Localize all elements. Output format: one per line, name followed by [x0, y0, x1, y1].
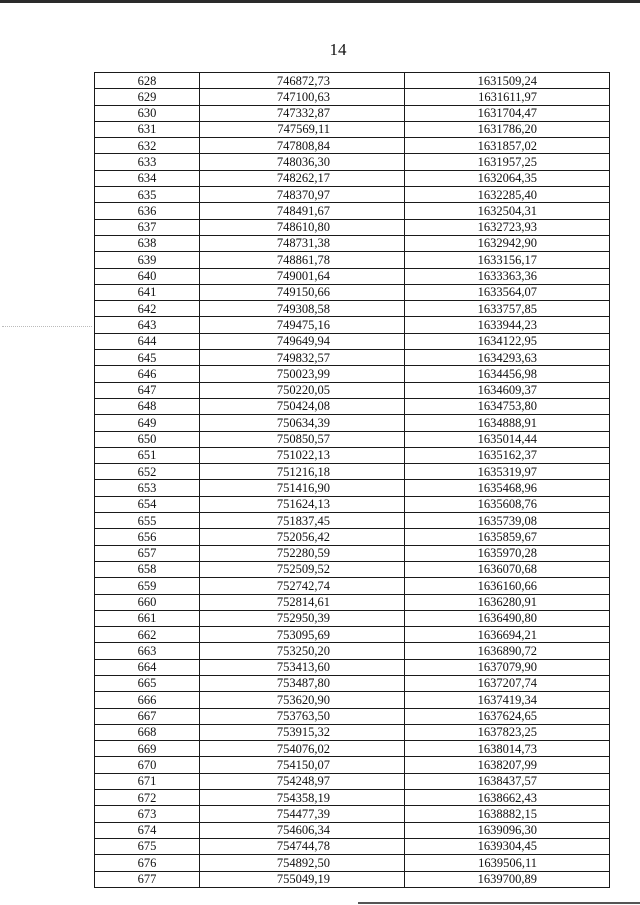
point-number-cell: 667 — [95, 708, 200, 724]
y-coordinate-cell: 754358,19 — [200, 790, 405, 806]
y-coordinate-cell: 748262,17 — [200, 170, 405, 186]
y-coordinate-cell: 748731,38 — [200, 235, 405, 251]
x-coordinate-cell: 1633156,17 — [405, 252, 610, 268]
table-row — [95, 301, 610, 317]
table-row — [95, 855, 610, 871]
y-coordinate-cell: 750424,08 — [200, 398, 405, 414]
table-row — [95, 284, 610, 300]
x-coordinate-cell: 1636890,72 — [405, 643, 610, 659]
x-coordinate-cell: 1632723,93 — [405, 219, 610, 235]
point-number-cell: 654 — [95, 496, 200, 512]
y-coordinate-cell: 753620,90 — [200, 692, 405, 708]
x-coordinate-cell: 1632285,40 — [405, 187, 610, 203]
point-number-cell: 646 — [95, 366, 200, 382]
y-coordinate-cell: 754150,07 — [200, 757, 405, 773]
x-coordinate-cell: 1637079,90 — [405, 659, 610, 675]
x-coordinate-cell: 1636694,21 — [405, 627, 610, 643]
point-number-cell: 633 — [95, 154, 200, 170]
y-coordinate-cell: 754892,50 — [200, 855, 405, 871]
table-row — [95, 447, 610, 463]
x-coordinate-cell: 1631704,47 — [405, 105, 610, 121]
table-row — [95, 610, 610, 626]
y-coordinate-cell: 752280,59 — [200, 545, 405, 561]
point-number-cell: 635 — [95, 187, 200, 203]
table-row — [95, 415, 610, 431]
table-row — [95, 235, 610, 251]
point-number-cell: 650 — [95, 431, 200, 447]
table-row — [95, 741, 610, 757]
table-row — [95, 431, 610, 447]
x-coordinate-cell: 1633564,07 — [405, 284, 610, 300]
point-number-cell: 641 — [95, 284, 200, 300]
x-coordinate-cell: 1635319,97 — [405, 464, 610, 480]
point-number-cell: 674 — [95, 822, 200, 838]
y-coordinate-cell: 749308,58 — [200, 301, 405, 317]
y-coordinate-cell: 753250,20 — [200, 643, 405, 659]
y-coordinate-cell: 751837,45 — [200, 513, 405, 529]
table-row — [95, 692, 610, 708]
y-coordinate-cell: 753413,60 — [200, 659, 405, 675]
point-number-cell: 671 — [95, 773, 200, 789]
x-coordinate-cell: 1634753,80 — [405, 398, 610, 414]
table-row — [95, 806, 610, 822]
point-number-cell: 636 — [95, 203, 200, 219]
table-row — [95, 350, 610, 366]
table-row — [95, 871, 610, 887]
x-coordinate-cell: 1635739,08 — [405, 513, 610, 529]
y-coordinate-cell: 753763,50 — [200, 708, 405, 724]
table-row — [95, 464, 610, 480]
table-row — [95, 675, 610, 691]
point-number-cell: 639 — [95, 252, 200, 268]
y-coordinate-cell: 752814,61 — [200, 594, 405, 610]
top-border-line — [0, 0, 640, 3]
table-row — [95, 627, 610, 643]
table-row — [95, 268, 610, 284]
table-row — [95, 398, 610, 414]
table-row — [95, 317, 610, 333]
table-row — [95, 219, 610, 235]
table-row — [95, 708, 610, 724]
point-number-cell: 660 — [95, 594, 200, 610]
point-number-cell: 644 — [95, 333, 200, 349]
point-number-cell: 648 — [95, 398, 200, 414]
y-coordinate-cell: 748036,30 — [200, 154, 405, 170]
table-row — [95, 757, 610, 773]
table-row — [95, 170, 610, 186]
table-row — [95, 838, 610, 854]
x-coordinate-cell: 1635608,76 — [405, 496, 610, 512]
point-number-cell: 672 — [95, 790, 200, 806]
y-coordinate-cell: 751216,18 — [200, 464, 405, 480]
point-number-cell: 651 — [95, 447, 200, 463]
y-coordinate-cell: 754248,97 — [200, 773, 405, 789]
y-coordinate-cell: 748370,97 — [200, 187, 405, 203]
table-row — [95, 138, 610, 154]
x-coordinate-cell: 1638662,43 — [405, 790, 610, 806]
x-coordinate-cell: 1631786,20 — [405, 121, 610, 137]
x-coordinate-cell: 1635014,44 — [405, 431, 610, 447]
table-row — [95, 594, 610, 610]
y-coordinate-cell: 747808,84 — [200, 138, 405, 154]
point-number-cell: 631 — [95, 121, 200, 137]
coordinates-table-body — [95, 73, 610, 888]
scan-artifact — [2, 326, 92, 328]
point-number-cell: 645 — [95, 350, 200, 366]
page-number: 14 — [329, 40, 347, 59]
x-coordinate-cell: 1635468,96 — [405, 480, 610, 496]
y-coordinate-cell: 751624,13 — [200, 496, 405, 512]
point-number-cell: 655 — [95, 513, 200, 529]
y-coordinate-cell: 752509,52 — [200, 561, 405, 577]
x-coordinate-cell: 1634293,63 — [405, 350, 610, 366]
y-coordinate-cell: 749832,57 — [200, 350, 405, 366]
x-coordinate-cell: 1635970,28 — [405, 545, 610, 561]
table-row — [95, 773, 610, 789]
point-number-cell: 637 — [95, 219, 200, 235]
table-row — [95, 252, 610, 268]
y-coordinate-cell: 750220,05 — [200, 382, 405, 398]
table-row — [95, 659, 610, 675]
x-coordinate-cell: 1638207,99 — [405, 757, 610, 773]
x-coordinate-cell: 1633944,23 — [405, 317, 610, 333]
y-coordinate-cell: 752742,74 — [200, 578, 405, 594]
table-row — [95, 382, 610, 398]
point-number-cell: 666 — [95, 692, 200, 708]
x-coordinate-cell: 1635859,67 — [405, 529, 610, 545]
x-coordinate-cell: 1636280,91 — [405, 594, 610, 610]
point-number-cell: 630 — [95, 105, 200, 121]
table-row — [95, 643, 610, 659]
table-row — [95, 513, 610, 529]
table-row — [95, 496, 610, 512]
point-number-cell: 662 — [95, 627, 200, 643]
point-number-cell: 663 — [95, 643, 200, 659]
point-number-cell: 670 — [95, 757, 200, 773]
x-coordinate-cell: 1639506,11 — [405, 855, 610, 871]
point-number-cell: 661 — [95, 610, 200, 626]
y-coordinate-cell: 748861,78 — [200, 252, 405, 268]
y-coordinate-cell: 750634,39 — [200, 415, 405, 431]
table-row — [95, 724, 610, 740]
table-row — [95, 73, 610, 89]
x-coordinate-cell: 1632942,90 — [405, 235, 610, 251]
point-number-cell: 640 — [95, 268, 200, 284]
table-row — [95, 545, 610, 561]
x-coordinate-cell: 1631957,25 — [405, 154, 610, 170]
y-coordinate-cell: 749001,64 — [200, 268, 405, 284]
point-number-cell: 677 — [95, 871, 200, 887]
x-coordinate-cell: 1636070,68 — [405, 561, 610, 577]
point-number-cell: 664 — [95, 659, 200, 675]
y-coordinate-cell: 749475,16 — [200, 317, 405, 333]
y-coordinate-cell: 754744,78 — [200, 838, 405, 854]
table-row — [95, 561, 610, 577]
point-number-cell: 649 — [95, 415, 200, 431]
y-coordinate-cell: 755049,19 — [200, 871, 405, 887]
x-coordinate-cell: 1638882,15 — [405, 806, 610, 822]
x-coordinate-cell: 1639096,30 — [405, 822, 610, 838]
point-number-cell: 669 — [95, 741, 200, 757]
y-coordinate-cell: 752056,42 — [200, 529, 405, 545]
point-number-cell: 665 — [95, 675, 200, 691]
y-coordinate-cell: 753095,69 — [200, 627, 405, 643]
table-row — [95, 89, 610, 105]
point-number-cell: 629 — [95, 89, 200, 105]
table-row — [95, 366, 610, 382]
y-coordinate-cell: 749649,94 — [200, 333, 405, 349]
y-coordinate-cell: 748491,67 — [200, 203, 405, 219]
y-coordinate-cell: 747332,87 — [200, 105, 405, 121]
coordinates-table — [94, 72, 610, 888]
table-row — [95, 154, 610, 170]
x-coordinate-cell: 1631857,02 — [405, 138, 610, 154]
x-coordinate-cell: 1635162,37 — [405, 447, 610, 463]
x-coordinate-cell: 1631611,97 — [405, 89, 610, 105]
y-coordinate-cell: 753487,80 — [200, 675, 405, 691]
point-number-cell: 643 — [95, 317, 200, 333]
table-row — [95, 480, 610, 496]
x-coordinate-cell: 1632504,31 — [405, 203, 610, 219]
point-number-cell: 673 — [95, 806, 200, 822]
x-coordinate-cell: 1639700,89 — [405, 871, 610, 887]
y-coordinate-cell: 750023,99 — [200, 366, 405, 382]
x-coordinate-cell: 1638014,73 — [405, 741, 610, 757]
point-number-cell: 656 — [95, 529, 200, 545]
x-coordinate-cell: 1634609,37 — [405, 382, 610, 398]
point-number-cell: 628 — [95, 73, 200, 89]
y-coordinate-cell: 754477,39 — [200, 806, 405, 822]
x-coordinate-cell: 1637207,74 — [405, 675, 610, 691]
y-coordinate-cell: 750850,57 — [200, 431, 405, 447]
point-number-cell: 632 — [95, 138, 200, 154]
table-row — [95, 187, 610, 203]
point-number-cell: 647 — [95, 382, 200, 398]
point-number-cell: 657 — [95, 545, 200, 561]
point-number-cell: 652 — [95, 464, 200, 480]
point-number-cell: 653 — [95, 480, 200, 496]
x-coordinate-cell: 1637823,25 — [405, 724, 610, 740]
table-row — [95, 790, 610, 806]
x-coordinate-cell: 1634888,91 — [405, 415, 610, 431]
y-coordinate-cell: 753915,32 — [200, 724, 405, 740]
x-coordinate-cell: 1637419,34 — [405, 692, 610, 708]
x-coordinate-cell: 1631509,24 — [405, 73, 610, 89]
y-coordinate-cell: 747100,63 — [200, 89, 405, 105]
point-number-cell: 659 — [95, 578, 200, 594]
y-coordinate-cell: 751022,13 — [200, 447, 405, 463]
table-row — [95, 121, 610, 137]
table-row — [95, 822, 610, 838]
y-coordinate-cell: 754076,02 — [200, 741, 405, 757]
x-coordinate-cell: 1634122,95 — [405, 333, 610, 349]
point-number-cell: 676 — [95, 855, 200, 871]
x-coordinate-cell: 1636160,66 — [405, 578, 610, 594]
x-coordinate-cell: 1633363,36 — [405, 268, 610, 284]
point-number-cell: 675 — [95, 838, 200, 854]
point-number-cell: 658 — [95, 561, 200, 577]
x-coordinate-cell: 1637624,65 — [405, 708, 610, 724]
bottom-border-line — [358, 902, 640, 904]
point-number-cell: 634 — [95, 170, 200, 186]
x-coordinate-cell: 1638437,57 — [405, 773, 610, 789]
y-coordinate-cell: 749150,66 — [200, 284, 405, 300]
x-coordinate-cell: 1632064,35 — [405, 170, 610, 186]
y-coordinate-cell: 751416,90 — [200, 480, 405, 496]
point-number-cell: 668 — [95, 724, 200, 740]
x-coordinate-cell: 1636490,80 — [405, 610, 610, 626]
x-coordinate-cell: 1633757,85 — [405, 301, 610, 317]
y-coordinate-cell: 754606,34 — [200, 822, 405, 838]
table-row — [95, 203, 610, 219]
x-coordinate-cell: 1639304,45 — [405, 838, 610, 854]
table-row — [95, 105, 610, 121]
table-row — [95, 578, 610, 594]
table-row — [95, 333, 610, 349]
x-coordinate-cell: 1634456,98 — [405, 366, 610, 382]
y-coordinate-cell: 746872,73 — [200, 73, 405, 89]
y-coordinate-cell: 747569,11 — [200, 121, 405, 137]
point-number-cell: 642 — [95, 301, 200, 317]
point-number-cell: 638 — [95, 235, 200, 251]
y-coordinate-cell: 748610,80 — [200, 219, 405, 235]
table-row — [95, 529, 610, 545]
y-coordinate-cell: 752950,39 — [200, 610, 405, 626]
